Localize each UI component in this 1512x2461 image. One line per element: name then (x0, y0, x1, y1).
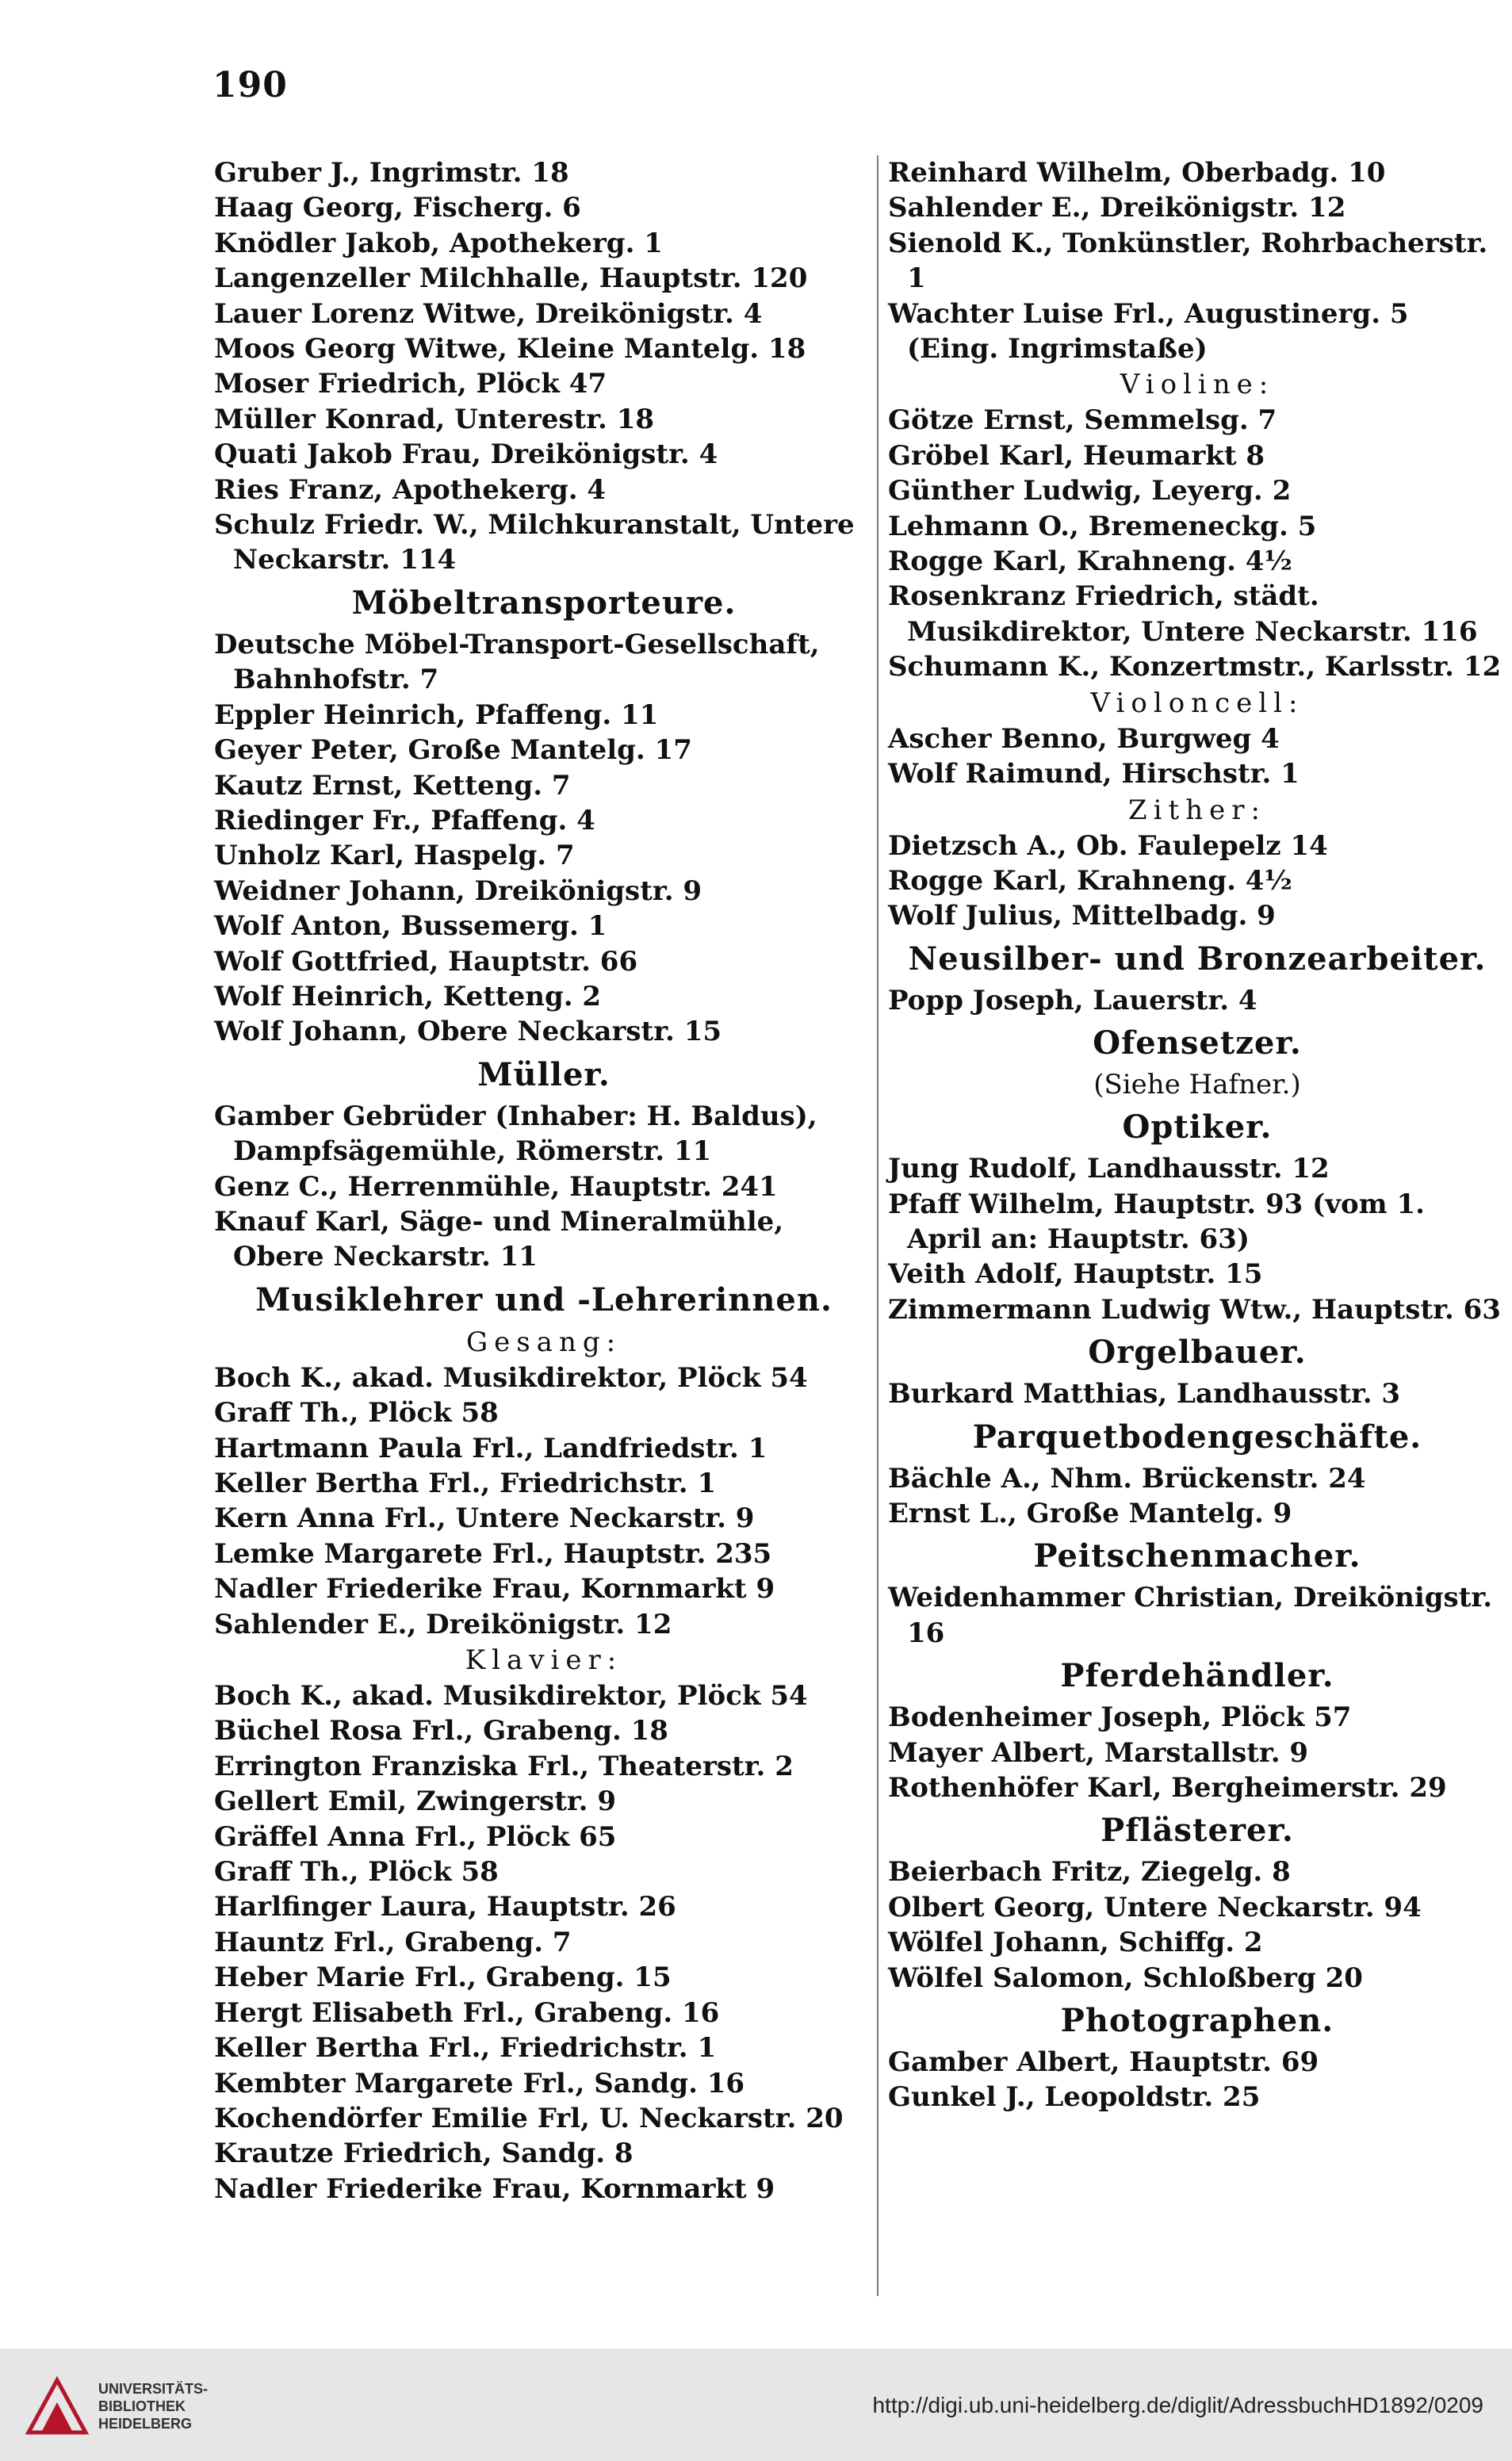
directory-entry: Veith Adolf, Hauptstr. 15 (888, 1258, 1263, 1291)
directory-entry: Wachter Luise Frl., Augustinerg. 5 (Eing. Ingrimstaße) (888, 297, 1409, 366)
right-column (888, 155, 1506, 2115)
directory-entry: Ries Franz, Apothekerg. 4 (214, 473, 607, 506)
directory-entry: Götze Ernst, Semmelsg. 7 (888, 404, 1277, 437)
directory-entry: Müller Konrad, Unterestr. 18 (214, 403, 655, 435)
source-url-link[interactable]: http://digi.ub.uni-heidelberg.de/diglit/AdressbuchHD1892/0209 (872, 2393, 1483, 2417)
directory-entry: Weidenhammer Christian, Dreikönigstr. 16 (888, 1582, 1493, 1649)
subsection-heading: Violoncell: (1090, 687, 1304, 719)
directory-entry: Gellert Emil, Zwingerstr. 9 (214, 1785, 616, 1818)
section-heading: Pferdehändler. (1060, 1657, 1334, 1695)
directory-entry: Boch K., akad. Musikdirektor, Plöck 54 (214, 1361, 808, 1394)
directory-entry: Genz C., Herrenmühle, Hauptstr. 241 (214, 1170, 778, 1203)
page-number: 190 (212, 65, 288, 105)
directory-entry: Gamber Gebrüder (Inhaber: H. Baldus), Dampfsägemühle, Römerstr. 11 (214, 1100, 817, 1168)
directory-entry: Bächle A., Nhm. Brückenstr. 24 (888, 1462, 1366, 1495)
directory-entry: Errington Franziska Frl., Theaterstr. 2 (214, 1750, 794, 1782)
subsection-heading: Klavier: (465, 1644, 623, 1677)
directory-entry: Gröbel Karl, Heumarkt 8 (888, 439, 1265, 472)
directory-entry: Wölfel Johann, Schiffg. 2 (888, 1927, 1263, 1959)
directory-entry: Eppler Heinrich, Pfaffeng. 11 (214, 698, 659, 731)
directory-entry: Burkard Matthias, Landhausstr. 3 (888, 1378, 1401, 1410)
directory-entry: Nadler Friederike Frau, Kornmarkt 9 (214, 1573, 775, 1606)
directory-entry: Heber Marie Frl., Grabeng. 15 (214, 1962, 672, 1994)
section-heading: Ofensetzer. (1093, 1024, 1302, 1062)
directory-entry: Lemke Margarete Frl., Hauptstr. 235 (214, 1537, 772, 1570)
library-name-line: BIBLIOTHEK (98, 2398, 186, 2414)
directory-entry: Kautz Ernst, Ketteng. 7 (214, 769, 571, 802)
directory-entry: Wolf Julius, Mittelbadg. 9 (888, 900, 1276, 932)
section-heading: Musiklehrer und -Lehrerinnen. (255, 1280, 833, 1319)
directory-entry: Büchel Rosa Frl., Grabeng. 18 (214, 1715, 668, 1747)
directory-entry: Wolf Heinrich, Ketteng. 2 (214, 980, 602, 1012)
section-heading: Neusilber- und Bronzearbeiter. (908, 940, 1487, 978)
directory-entry: Bodenheimer Joseph, Plöck 57 (888, 1701, 1352, 1734)
library-name (98, 2380, 208, 2432)
directory-entry: Moser Friedrich, Plöck 47 (214, 368, 607, 400)
directory-entry: Pfaff Wilhelm, Hauptstr. 93 (vom 1. April an: Hauptstr. 63) (888, 1188, 1425, 1255)
library-name-line: UNIVERSITÄTS- (98, 2381, 209, 2397)
directory-entry: Mayer Albert, Marstallstr. 9 (888, 1736, 1309, 1769)
directory-entry: Kern Anna Frl., Untere Neckarstr. 9 (214, 1502, 755, 1535)
directory-entry: Wölfel Salomon, Schloßberg 20 (888, 1962, 1363, 1994)
directory-entry: Gunkel J., Leopoldstr. 25 (888, 2081, 1261, 2114)
section-heading: Möbeltransporteure. (351, 584, 737, 622)
column-divider (877, 155, 878, 2296)
directory-entry: Boch K., akad. Musikdirektor, Plöck 54 (214, 1680, 808, 1713)
section-heading: Peitschenmacher. (1033, 1537, 1361, 1575)
directory-entry: Dietzsch A., Ob. Faulepelz 14 (888, 829, 1328, 862)
directory-entry: Graff Th., Plöck 58 (214, 1856, 499, 1889)
section-heading: Pflästerer. (1101, 1812, 1294, 1850)
directory-entry: Hauntz Frl., Grabeng. 7 (214, 1926, 572, 1958)
directory-entry: Geyer Peter, Große Mantelg. 17 (214, 734, 692, 767)
directory-entry: Deutsche Möbel-Transport-Gesellschaft, Bahnhofstr. 7 (214, 628, 820, 696)
directory-entry: Wolf Gottfried, Hauptstr. 66 (214, 945, 638, 978)
directory-entry: Sienold K., Tonkünstler, Rohrbacherstr. 1 (888, 227, 1488, 295)
directory-entry: Quati Jakob Frau, Dreikönigstr. 4 (214, 438, 718, 471)
directory-entry: Rogge Karl, Krahneng. 4½ (888, 545, 1292, 578)
directory-entry: Gräffel Anna Frl., Plöck 65 (214, 1820, 617, 1853)
directory-entry: Wolf Raimund, Hirschstr. 1 (888, 758, 1300, 790)
directory-entry: Knauf Karl, Säge- und Mineralmühle, Obere Neckarstr. 11 (214, 1205, 784, 1273)
directory-entry: Langenzeller Milchhalle, Hauptstr. 120 (214, 262, 808, 295)
section-heading: Optiker. (1122, 1108, 1273, 1146)
directory-entry: Ernst L., Große Mantelg. 9 (888, 1497, 1292, 1529)
directory-entry: Jung Rudolf, Landhausstr. 12 (888, 1153, 1330, 1185)
section-heading: Photographen. (1060, 2002, 1334, 2040)
directory-entry: Krautze Friedrich, Sandg. 8 (214, 2138, 634, 2170)
subsection-heading: Violine: (1120, 369, 1275, 401)
directory-entry: Moos Georg Witwe, Kleine Mantelg. 18 (214, 333, 806, 366)
directory-entry: Graff Th., Plöck 58 (214, 1397, 499, 1430)
section-heading: Müller. (477, 1055, 611, 1093)
directory-entry: Knödler Jakob, Apothekerg. 1 (214, 227, 663, 259)
directory-entry: Gamber Albert, Hauptstr. 69 (888, 2046, 1319, 2079)
directory-entry: Reinhard Wilhelm, Oberbadg. 10 (888, 157, 1386, 189)
section-heading: Orgelbauer. (1088, 1334, 1307, 1372)
directory-entry: Unholz Karl, Haspelg. 7 (214, 840, 575, 872)
directory-entry: Weidner Johann, Dreikönigstr. 9 (214, 875, 702, 907)
cross-reference-note: (Siehe Hafner.) (1093, 1069, 1301, 1101)
directory-entry: Wolf Johann, Obere Neckarstr. 15 (214, 1016, 722, 1048)
directory-entry: Ascher Benno, Burgweg 4 (888, 722, 1280, 755)
directory-entry: Kochendörfer Emilie Frl, U. Neckarstr. 20 (214, 2102, 844, 2134)
left-column (214, 155, 874, 2206)
university-library-logo-icon (22, 2375, 92, 2439)
directory-entry: Lehmann O., Bremeneckg. 5 (888, 510, 1317, 542)
directory-entry: Rothenhöfer Karl, Bergheimerstr. 29 (888, 1772, 1447, 1804)
directory-entry: Hergt Elisabeth Frl., Grabeng. 16 (214, 1996, 720, 2029)
directory-entry: Riedinger Fr., Pfaffeng. 4 (214, 804, 595, 836)
directory-entry: Olbert Georg, Untere Neckarstr. 94 (888, 1891, 1422, 1923)
directory-entry: Kembter Margarete Frl., Sandg. 16 (214, 2067, 745, 2099)
directory-entry: Haag Georg, Fischerg. 6 (214, 192, 581, 224)
directory-entry: Günther Ludwig, Leyerg. 2 (888, 475, 1292, 507)
subsection-heading: Zither: (1128, 794, 1266, 826)
directory-entry: Zimmermann Ludwig Wtw., Hauptstr. 63 (888, 1293, 1501, 1326)
directory-entry: Sahlender E., Dreikönigstr. 12 (214, 1608, 672, 1640)
directory-entry: Keller Bertha Frl., Friedrichstr. 1 (214, 2032, 717, 2065)
footer-bar (0, 2348, 1512, 2461)
section-heading: Parquetbodengeschäfte. (972, 1418, 1422, 1456)
directory-entry: Schulz Friedr. W., Milchkuranstalt, Untere Neckarstr. 114 (214, 509, 855, 576)
library-name-line: HEIDELBERG (98, 2416, 193, 2432)
directory-entry: Lauer Lorenz Witwe, Dreikönigstr. 4 (214, 297, 763, 330)
directory-entry: Schumann K., Konzertmstr., Karlsstr. 12 (888, 651, 1502, 683)
directory-entry: Sahlender E., Dreikönigstr. 12 (888, 192, 1346, 224)
directory-entry: Rogge Karl, Krahneng. 4½ (888, 864, 1292, 897)
directory-entry: Hartmann Paula Frl., Landfriedstr. 1 (214, 1432, 767, 1464)
directory-entry: Gruber J., Ingrimstr. 18 (214, 157, 569, 189)
directory-entry: Popp Joseph, Lauerstr. 4 (888, 984, 1257, 1016)
directory-entry: Wolf Anton, Bussemerg. 1 (214, 910, 607, 943)
directory-entry: Beierbach Fritz, Ziegelg. 8 (888, 1856, 1291, 1889)
directory-entry: Harlfinger Laura, Hauptstr. 26 (214, 1891, 676, 1923)
subsection-heading: Gesang: (465, 1326, 622, 1358)
directory-entry: Rosenkranz Friedrich, städt. Musikdirektor, Untere Neckarstr. 116 (888, 580, 1478, 648)
directory-entry: Keller Bertha Frl., Friedrichstr. 1 (214, 1468, 717, 1499)
directory-entry: Nadler Friederike Frau, Kornmarkt 9 (214, 2172, 775, 2205)
